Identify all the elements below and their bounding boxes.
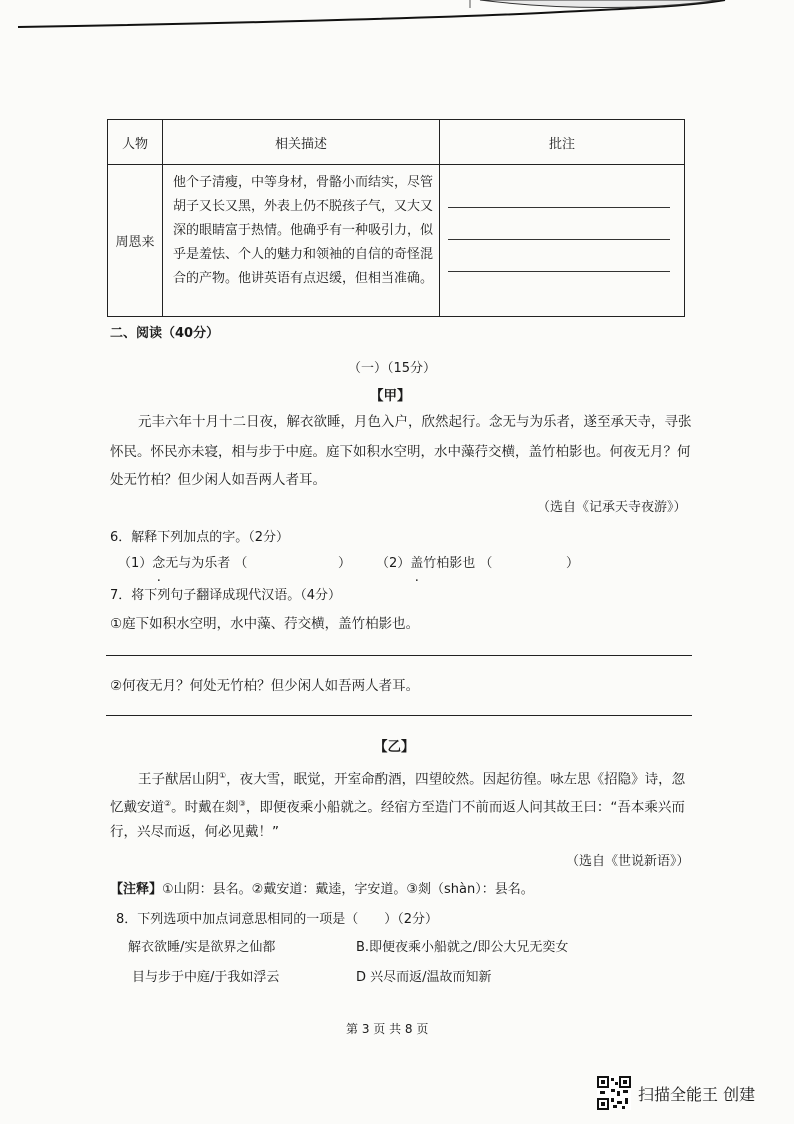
q6-item2-number: （2） — [376, 556, 411, 571]
answer-line — [448, 239, 670, 240]
description-line: 胡子又长又黑，外表上仍不脱孩子气，又大又 — [173, 199, 434, 214]
description-line: 乎是羞怯、个人的魅力和领袖的自信的奇怪混 — [173, 247, 434, 262]
q6-item1-close: ） — [338, 556, 352, 571]
page-number: 第 3 页 共 8 页 — [346, 1022, 429, 1036]
answer-line — [448, 271, 670, 272]
header-person: 人物 — [108, 120, 163, 165]
q6-item2-text: 竹柏影也 （ — [423, 556, 493, 571]
q8-option-d: D 兴尽而返/温故而知新 — [356, 970, 492, 985]
note-label: 【注释】 — [110, 882, 163, 897]
section-title: 二、阅读（40分） — [110, 326, 220, 341]
jia-source: （选自《记承天寺夜游》） — [537, 500, 687, 515]
yi-text: ，夜大雪，眠觉，开室命酌酒，四望皎然。因起彷徨。咏左思《招隐》诗，忽 — [226, 771, 686, 788]
yi-line2 — [110, 790, 685, 822]
description-line: 他个子清瘦，中等身材，骨骼小而结实，尽管 — [173, 175, 434, 190]
q6-item1-number: （1） — [118, 556, 153, 571]
jia-line: 怀民。怀民亦未寝，相与步于中庭。庭下如积水空明，水中藻荇交横，盖竹柏影也。何夜无月？何 — [110, 444, 691, 460]
footnote-marker: ③ — [238, 799, 246, 808]
q8-option-b: B.即便夜乘小船就之/即公大兄无奕女 — [356, 940, 569, 955]
yi-line3: 行，兴尽而返，何必见戴！” — [110, 824, 279, 840]
q6-item2 — [376, 550, 492, 578]
description-line: 合的产物。他讲英语有点迟缓，但相当准确。 — [173, 271, 434, 286]
jia-line: 元丰六年十月十二日夜，解衣欲睡，月色入户，欣然起行。念无与为乐者，遂至承天寺，寻张 — [138, 414, 692, 430]
q6-item1 — [118, 550, 247, 578]
q8-option-a: 解衣欲睡/实是欲界之仙都 — [128, 940, 276, 955]
header-annotation: 批注 — [440, 120, 685, 165]
yi-text: 。时戴在剡 — [171, 799, 239, 816]
description-cell — [163, 165, 440, 317]
note-text: ①山阴：县名。②戴安道：戴逵，字安道。③剡（shàn）：县名。 — [162, 882, 534, 897]
annotation-cell[interactable] — [440, 165, 685, 317]
character-table — [107, 119, 685, 317]
qr-code-icon — [597, 1076, 631, 1110]
q6-item2-close: ） — [566, 556, 580, 571]
jia-heading: 【甲】 — [370, 388, 411, 404]
q7-answer-line1[interactable] — [106, 655, 692, 656]
yi-line1 — [138, 762, 685, 794]
q6-item1-dotted-char: 念 — [152, 556, 166, 571]
footnote-marker: ① — [219, 771, 227, 780]
yi-source: （选自《世说新语》） — [566, 854, 690, 869]
footnote-marker: ② — [164, 799, 172, 808]
person-name: 周恩来 — [108, 165, 163, 317]
q7-stem: 7．将下列句子翻译成现代汉语。（4分） — [110, 588, 342, 603]
yi-heading: 【乙】 — [374, 739, 415, 755]
q8-stem: 8．下列选项中加点词意思相同的一项是（ ）（2分） — [116, 912, 439, 927]
q7-sentence1: ①庭下如积水空明，水中藻、荇交横，盖竹柏影也。 — [110, 616, 420, 632]
yi-text: 忆戴安道 — [110, 799, 164, 816]
scanner-watermark: 扫描全能王 创建 — [638, 1085, 756, 1104]
description-line: 深的眼睛富于热情。他确乎有一种吸引力，似 — [173, 223, 434, 238]
annotation-note — [110, 876, 534, 904]
q6-item2-dotted-char: 盖 — [410, 556, 424, 571]
q6-item1-text: 无与为乐者 （ — [165, 556, 248, 571]
jia-line: 处无竹柏？但少闲人如吾两人者耳。 — [110, 472, 326, 488]
q8-option-c: 目与步于中庭/于我如浮云 — [132, 970, 280, 985]
q7-answer-line2[interactable] — [106, 715, 692, 716]
q7-sentence2: ②何夜无月？何处无竹柏？但少闲人如吾两人者耳。 — [110, 678, 420, 694]
yi-text: 王子猷居山阴 — [138, 771, 219, 788]
header-description: 相关描述 — [163, 120, 440, 165]
answer-line — [448, 207, 670, 208]
q6-stem: 6．解释下列加点的字。（2分） — [110, 530, 290, 545]
page-edge-curve — [0, 0, 794, 40]
yi-text: ，即便夜乘小船就之。经宿方至造门不前而返人问其故王曰：“吾本乘兴而 — [245, 799, 685, 816]
part-title: （一）（15分） — [348, 361, 437, 376]
